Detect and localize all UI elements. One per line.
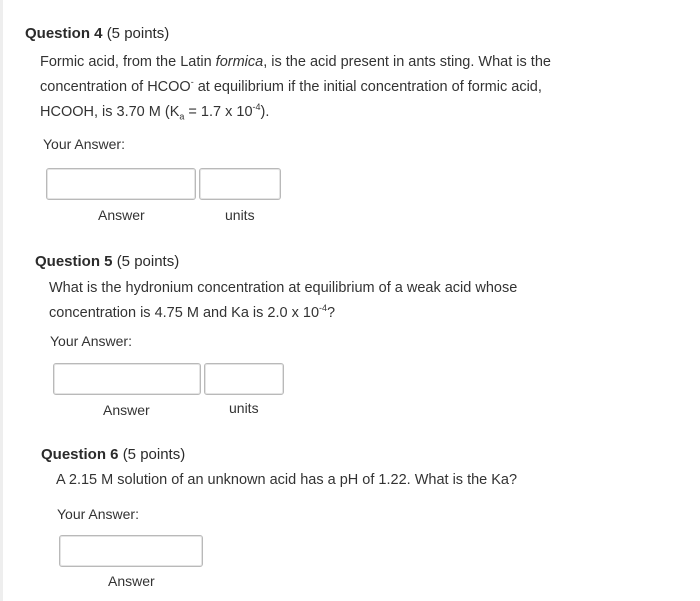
q6-prompt: A 2.15 M solution of an unknown acid has a pH of 1.22. What is the Ka? <box>56 472 518 488</box>
q5-title <box>35 253 179 270</box>
q4-answer-label: Answer <box>98 207 145 223</box>
q4-your-answer-label: Your Answer: <box>43 136 125 152</box>
q5-title-text: Question 5 <box>35 253 113 270</box>
q6-answer-label: Answer <box>108 573 155 589</box>
q6-title <box>41 446 185 463</box>
q4-points: (5 points) <box>106 25 170 42</box>
q4-prompt: Formic acid, from the Latin formica, is the acid present in ants sting. What is the concentration of HCOO- at equilibrium if the initial concentration of formic acid, HCOOH, is 3.70 M ($K_a = 1.7$ x $10^{-4}$). <box>40 54 551 122</box>
q4-answer-input[interactable] <box>46 168 196 200</box>
q4-units-input[interactable] <box>199 168 281 200</box>
q5-answer-label: Answer <box>103 402 150 418</box>
q5-points: (5 points) <box>116 253 180 270</box>
left-edge <box>0 0 3 601</box>
q6-title-text: Question 6 <box>41 446 119 463</box>
q4-title-text: Question 4 <box>25 25 103 42</box>
q4-title <box>25 25 169 42</box>
q5-units-input[interactable] <box>204 363 284 395</box>
q5-prompt: What is the hydronium concentration at equilibrium of a weak acid whose concentration is 4.75 M and Ka is 2.0 x $10^{-4}$? <box>49 280 518 321</box>
q5-answer-input[interactable] <box>53 363 201 395</box>
q6-your-answer-label: Your Answer: <box>57 506 139 522</box>
q4-units-label: units <box>225 207 255 223</box>
q6-answer-input[interactable] <box>59 535 203 567</box>
q6-points: (5 points) <box>122 446 186 463</box>
q5-your-answer-label: Your Answer: <box>50 333 132 349</box>
q5-units-label: units <box>229 400 259 416</box>
